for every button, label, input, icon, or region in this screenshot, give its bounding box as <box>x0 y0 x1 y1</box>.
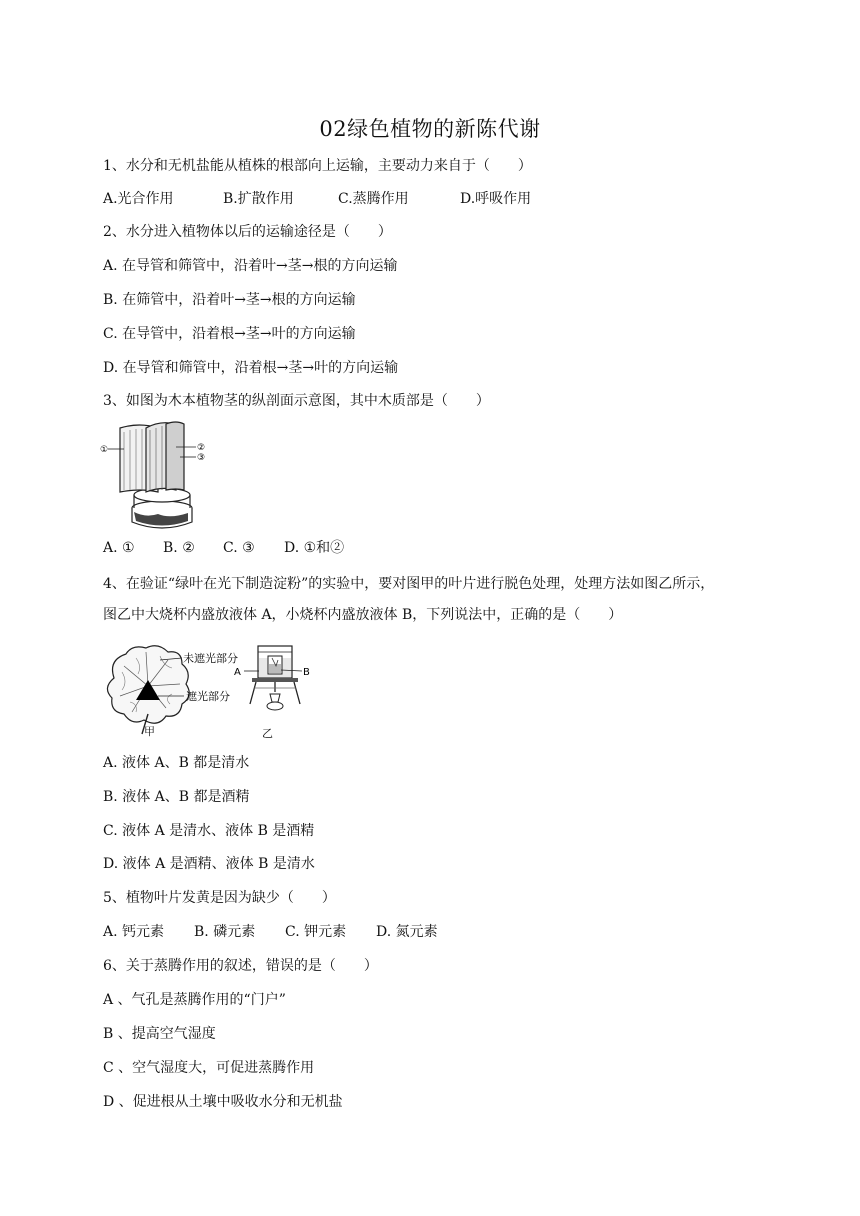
q3-option-d: D. ①和② <box>284 540 345 556</box>
fig-jia-caption: 甲 <box>144 725 155 738</box>
q5-options <box>103 922 438 942</box>
fig-yi-caption: 乙 <box>262 727 273 740</box>
q2-option-d: D. 在导管和筛管中，沿着根→茎→叶的方向运输 <box>103 360 399 376</box>
q1-option-c: C.蒸腾作用 <box>338 191 409 207</box>
q3-option-a: A. ① <box>103 540 135 556</box>
q6-option-d: D 、促进根从土壤中吸收水分和无机盐 <box>103 1094 343 1110</box>
fig-label-a: A <box>234 667 241 678</box>
q1-stem: 1、水分和无机盐能从植株的根部向上运输，主要动力来自于（ ） <box>103 158 532 174</box>
q5-option-b: B. 磷元素 <box>194 924 256 940</box>
q3-option-b: B. ② <box>163 540 195 556</box>
q5-option-a: A. 钙元素 <box>103 924 165 940</box>
q4-option-d: D. 液体 A 是酒精、液体 B 是清水 <box>103 856 315 872</box>
q5-option-c: C. 钾元素 <box>285 924 347 940</box>
q6-option-a: A 、气孔是蒸腾作用的“门户” <box>103 992 286 1008</box>
q5-option-d: D. 氮元素 <box>376 924 438 940</box>
q2-stem: 2、水分进入植物体以后的运输途径是（ ） <box>103 224 392 240</box>
q1-options <box>103 189 531 209</box>
q4-stem-line1: 4、在验证“绿叶在光下制造淀粉”的实验中，要对图甲的叶片进行脱色处理，处理方法如图乙所示， <box>103 576 715 592</box>
q4-option-b: B. 液体 A、B 都是酒精 <box>103 789 250 805</box>
stem-section-figure <box>100 420 210 532</box>
q3-options <box>103 538 344 558</box>
q3-stem: 3、如图为木本植物茎的纵剖面示意图，其中木质部是（ ） <box>103 393 490 409</box>
q1-option-a: A.光合作用 <box>103 191 174 207</box>
q5-stem: 5、植物叶片发黄是因为缺少（ ） <box>103 890 336 906</box>
q2-option-c: C. 在导管中，沿着根→茎→叶的方向运输 <box>103 326 356 342</box>
q2-option-b: B. 在筛管中，沿着叶→茎→根的方向运输 <box>103 292 356 308</box>
q4-option-a: A. 液体 A、B 都是清水 <box>103 755 250 771</box>
fig-label-2: ② <box>197 443 206 453</box>
q3-option-c: C. ③ <box>223 540 255 556</box>
q4-stem-line2: 图乙中大烧杯内盛放液体 A，小烧杯内盛放液体 B，下列说法中，正确的是（ ） <box>103 607 623 623</box>
q2-option-a: A. 在导管和筛管中，沿着叶→茎→根的方向运输 <box>103 258 398 274</box>
fig-leaf-shaded-label: 遮光部分 <box>186 690 230 703</box>
q6-stem: 6、关于蒸腾作用的叙述，错误的是（ ） <box>103 958 378 974</box>
q6-option-c: C 、空气湿度大，可促进蒸腾作用 <box>103 1060 315 1076</box>
q6-option-b: B 、提高空气湿度 <box>103 1026 216 1042</box>
page-title: 02绿色植物的新陈代谢 <box>319 117 541 141</box>
beaker-figure <box>232 640 322 722</box>
fig-label-b: B <box>303 667 310 678</box>
q4-option-c: C. 液体 A 是清水、液体 B 是酒精 <box>103 823 315 839</box>
fig-label-1: ① <box>100 445 109 455</box>
q1-option-b: B.扩散作用 <box>223 191 294 207</box>
q1-option-d: D.呼吸作用 <box>460 191 532 207</box>
fig-leaf-unshaded-label: 未遮光部分 <box>183 652 238 665</box>
fig-label-3: ③ <box>197 453 206 463</box>
